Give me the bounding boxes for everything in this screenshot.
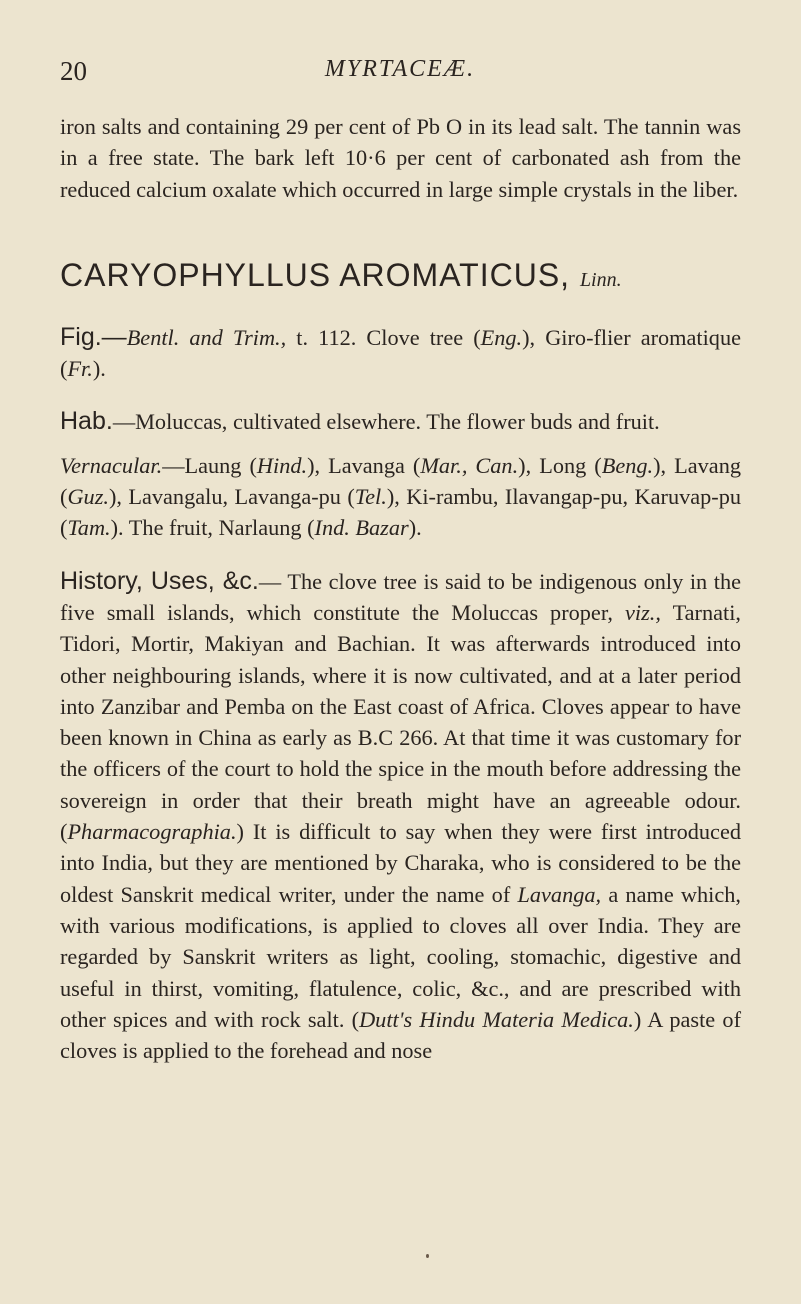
history-text: ) It is difficult to say when they were first introduced into India, but they are mentioned by Charaka, who is considered to be the oldest Sanskrit medical writer, under the name of (60, 819, 741, 907)
fig-text: ), Giro-flier aromatique ( (60, 324, 741, 382)
species-heading (60, 255, 741, 300)
vernacular-text: ), Lavang ( (60, 452, 741, 510)
history-text: Tarnati, Tidori, Mortir, Makiyan and Bachian. It was afterwards introduced into other neighbouring islands, where it is now cultivated, and at a later period into Zanzibar and Pemba on the East coast of Africa. Cloves appear to have been known in China as early as B.C 266. At that time it was customary for the officers of the court to hold the spice in the mouth before addressing the sovereign in order that their breath might have an agreeable odour. ( (60, 599, 741, 845)
lang-tam: Tam. (67, 515, 111, 541)
printer-mark (426, 1254, 429, 1258)
ref-pharmacographia: Pharmacographia. (67, 819, 237, 845)
fig-text: t. 112. Clove tree ( (286, 324, 481, 350)
vernacular-text: ), Lavangalu, Lavanga-pu ( (108, 484, 355, 510)
page-number: 20 (60, 56, 87, 86)
vernacular-text: ), Long ( (518, 452, 602, 478)
history-label: History, Uses, &c. (60, 566, 259, 595)
vernacular-text: —Laung ( (162, 452, 257, 478)
vernacular-paragraph (60, 450, 741, 544)
hab-text: —Moluccas, cultivated elsewhere. The flower buds and fruit. (112, 409, 660, 435)
ref-dutt: Dutt's Hindu Materia Medica. (359, 1006, 634, 1032)
history-text: a name which, with various modifications, is applied to cloves all over India. They are regarded by Sanskrit writers as light, cooling, stomachic, digestive and useful in thirst, vomiting, flatulence, colic, &c., and are prescribed with other spices and with rock salt. ( (60, 881, 742, 1032)
history-text: — The clove tree is said to be indigenous only in the five small islands, which constitute the Moluccas proper, (60, 568, 742, 625)
term-lavanga: Lavanga, (517, 881, 602, 907)
vernacular-text: ), Lavanga ( (307, 452, 421, 478)
vernacular-label: Vernacular. (60, 452, 163, 478)
hab-label: Hab. (60, 407, 113, 436)
history-paragraph (60, 566, 741, 1067)
fig-paragraph (60, 322, 741, 385)
lang-mar: Mar., Can. (420, 452, 519, 478)
fig-ref: Bentl. and Trim., (126, 324, 287, 350)
lang-ind: Ind. Bazar (314, 515, 409, 541)
vernacular-text: ). (408, 515, 422, 541)
fig-text: ). (92, 356, 106, 382)
lang-hind: Hind. (256, 452, 308, 478)
hab-paragraph (60, 406, 741, 437)
lang-guz: Guz. (67, 484, 109, 510)
history-text: ) A paste of cloves is applied to the forehead and nose (60, 1006, 741, 1064)
lang-tel: Tel. (354, 484, 387, 510)
vernacular-text: ). The fruit, Narlaung ( (110, 515, 315, 541)
history-viz: viz., (625, 599, 661, 625)
intro-paragraph: iron salts and containing 29 per cent of Pb O in its lead salt. The tannin was in a free state. The bark left 10·6 per cent of carbonated ash from the reduced calcium oxalate which occurred in large simple crystals in the liber. (60, 114, 741, 202)
species-authority: Linn. (579, 268, 622, 291)
lang-beng: Beng. (601, 452, 654, 478)
fig-eng: Eng. (480, 324, 523, 350)
page-header (60, 56, 740, 96)
running-head: MYRTACEÆ. (324, 56, 476, 82)
fig-fr: Fr. (67, 356, 93, 382)
fig-label: Fig.— (60, 322, 127, 351)
page-body (60, 111, 741, 1066)
species-title: CARYOPHYLLUS AROMATICUS, (60, 256, 571, 293)
vernacular-text: ), Ki-rambu, Ilavangap-pu, Karuvap-pu ( (60, 484, 742, 541)
